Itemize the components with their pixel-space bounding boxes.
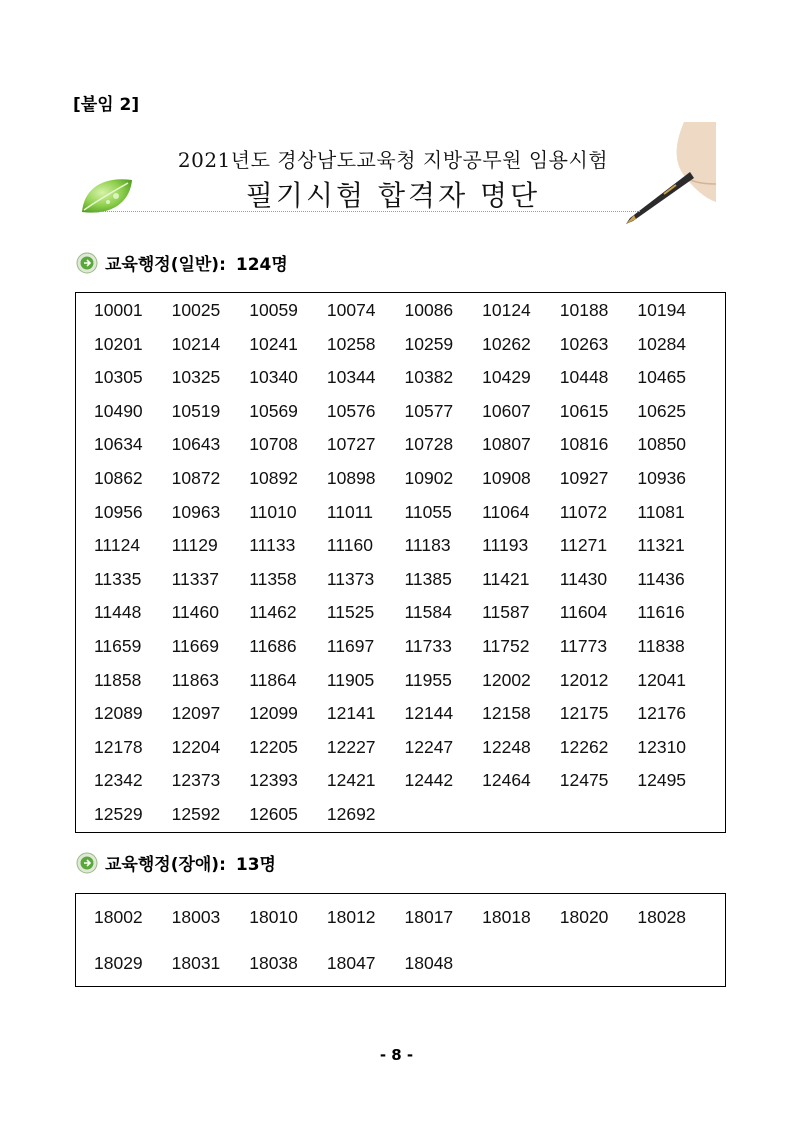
candidate-number: 10850 bbox=[637, 434, 687, 455]
candidate-number: 18003 bbox=[171, 907, 221, 927]
candidate-number: 12175 bbox=[559, 703, 609, 724]
candidate-number: 11081 bbox=[637, 501, 685, 522]
candidate-number: 11160 bbox=[326, 535, 373, 556]
candidate-number: 10258 bbox=[326, 333, 376, 354]
candidate-number: 10963 bbox=[171, 501, 221, 522]
candidate-number: 12248 bbox=[482, 736, 531, 757]
candidate-number: 18031 bbox=[171, 953, 221, 973]
candidate-number: 11462 bbox=[249, 602, 297, 623]
candidate-number: 10643 bbox=[171, 434, 221, 455]
candidate-number: 10862 bbox=[94, 467, 143, 488]
candidate-number: 10262 bbox=[482, 333, 531, 354]
candidate-number: 10194 bbox=[637, 300, 687, 320]
candidate-number: 11129 bbox=[171, 535, 218, 556]
candidate-number: 11337 bbox=[171, 568, 219, 589]
candidate-number: 10708 bbox=[249, 434, 298, 455]
candidate-number: 10465 bbox=[637, 367, 687, 388]
section-heading-general bbox=[76, 250, 288, 275]
candidate-number: 18038 bbox=[249, 953, 298, 973]
candidate-number: 12592 bbox=[171, 803, 221, 824]
candidate-number: 10607 bbox=[482, 400, 531, 421]
candidate-number: 12605 bbox=[249, 803, 298, 824]
section-heading-disabled bbox=[76, 850, 276, 875]
candidate-number: 10086 bbox=[404, 300, 454, 320]
candidate-number: 11955 bbox=[404, 669, 452, 690]
candidate-number: 11436 bbox=[637, 568, 685, 589]
candidate-number: 12475 bbox=[559, 770, 609, 791]
candidate-number: 11448 bbox=[94, 602, 142, 623]
candidate-number: 11604 bbox=[559, 602, 608, 623]
candidate-number: 10807 bbox=[482, 434, 531, 455]
candidate-number: 12692 bbox=[326, 803, 376, 824]
candidate-number: 12342 bbox=[94, 770, 143, 791]
candidate-number: 10325 bbox=[171, 367, 221, 388]
candidate-number: 11064 bbox=[482, 501, 530, 522]
candidate-number: 18047 bbox=[326, 953, 376, 973]
candidate-number: 11072 bbox=[559, 501, 608, 522]
candidate-number: 11525 bbox=[326, 602, 375, 623]
candidate-number: 12464 bbox=[482, 770, 531, 791]
candidate-number: 11133 bbox=[249, 535, 296, 556]
candidate-number: 11905 bbox=[326, 669, 375, 690]
candidate-number: 10625 bbox=[637, 400, 687, 421]
candidate-number: 12227 bbox=[326, 736, 376, 757]
candidate-number: 12204 bbox=[171, 736, 221, 757]
candidate-number: 10908 bbox=[482, 467, 531, 488]
candidate-number: 10898 bbox=[326, 467, 376, 488]
candidate-number: 10727 bbox=[326, 434, 376, 455]
candidate-number: 12089 bbox=[94, 703, 143, 724]
candidate-number: 12012 bbox=[559, 669, 609, 690]
candidate-number: 11697 bbox=[326, 635, 375, 656]
candidate-number: 10902 bbox=[404, 467, 454, 488]
candidate-number: 18010 bbox=[249, 907, 298, 927]
candidate-number: 12262 bbox=[559, 736, 609, 757]
candidate-list-general bbox=[75, 292, 726, 833]
candidate-number: 11430 bbox=[559, 568, 608, 589]
candidate-number: 10259 bbox=[404, 333, 454, 354]
candidate-number: 12158 bbox=[482, 703, 531, 724]
candidate-number: 10201 bbox=[94, 333, 143, 354]
candidate-number: 12373 bbox=[171, 770, 221, 791]
candidate-number: 12247 bbox=[404, 736, 454, 757]
candidate-number: 11752 bbox=[482, 635, 530, 656]
candidate-number: 12393 bbox=[249, 770, 298, 791]
candidate-number: 10284 bbox=[637, 333, 687, 354]
candidate-number: 11669 bbox=[171, 635, 219, 656]
title-line-1: 2021년도 경상남도교육청 지방공무원 임용시험 bbox=[177, 148, 609, 172]
candidate-number: 11321 bbox=[637, 535, 685, 556]
section-count: 124명 bbox=[235, 255, 288, 275]
section-heading-label: 교육행정(장애): bbox=[105, 855, 226, 875]
candidate-number: 18018 bbox=[482, 907, 531, 927]
candidate-number: 11385 bbox=[404, 568, 452, 589]
candidate-number: 10577 bbox=[404, 400, 454, 421]
candidate-number: 18012 bbox=[326, 907, 376, 927]
dotted-divider bbox=[100, 211, 640, 212]
section-count: 13명 bbox=[235, 855, 276, 875]
candidate-number: 11460 bbox=[171, 602, 219, 623]
candidate-number: 11616 bbox=[637, 602, 685, 623]
candidate-number: 10382 bbox=[404, 367, 454, 388]
candidate-number: 11183 bbox=[404, 535, 451, 556]
candidate-number: 11055 bbox=[404, 501, 452, 522]
candidate-number: 18048 bbox=[404, 953, 454, 973]
candidate-number: 10340 bbox=[249, 367, 298, 388]
candidate-number: 10241 bbox=[249, 333, 298, 354]
candidate-number: 11271 bbox=[559, 535, 608, 556]
candidate-number: 12099 bbox=[249, 703, 298, 724]
candidate-number: 10519 bbox=[171, 400, 221, 421]
candidate-number: 11124 bbox=[94, 535, 141, 556]
candidate-number: 10263 bbox=[559, 333, 609, 354]
candidate-number: 10059 bbox=[249, 300, 298, 320]
bullet-icon bbox=[76, 252, 98, 274]
candidate-number: 10576 bbox=[326, 400, 376, 421]
candidate-number: 11584 bbox=[404, 602, 452, 623]
candidate-number: 11838 bbox=[637, 635, 685, 656]
candidate-number: 12442 bbox=[404, 770, 454, 791]
candidate-number: 10892 bbox=[249, 467, 298, 488]
candidate-number: 10936 bbox=[637, 467, 687, 488]
candidate-number: 12144 bbox=[404, 703, 454, 724]
candidate-number: 11587 bbox=[482, 602, 530, 623]
page-number: - 8 - bbox=[379, 1046, 414, 1064]
candidate-number: 11421 bbox=[482, 568, 530, 589]
candidate-number: 10615 bbox=[559, 400, 609, 421]
section-heading-label: 교육행정(일반): bbox=[105, 255, 226, 275]
candidate-number: 12176 bbox=[637, 703, 687, 724]
candidate-number: 11373 bbox=[326, 568, 375, 589]
candidate-number: 12310 bbox=[637, 736, 687, 757]
candidate-number: 10816 bbox=[559, 434, 609, 455]
candidate-number: 10448 bbox=[559, 367, 609, 388]
candidate-number: 10305 bbox=[94, 367, 143, 388]
candidate-number: 11011 bbox=[326, 501, 373, 522]
candidate-number: 10214 bbox=[171, 333, 221, 354]
candidate-number: 10025 bbox=[171, 300, 221, 320]
candidate-number: 10872 bbox=[171, 467, 221, 488]
candidate-number: 18017 bbox=[404, 907, 454, 927]
candidate-number: 10074 bbox=[326, 300, 376, 320]
candidate-number: 12421 bbox=[326, 770, 376, 791]
candidate-number: 10429 bbox=[482, 367, 531, 388]
candidate-number: 11864 bbox=[249, 669, 297, 690]
candidate-list-disabled bbox=[75, 893, 726, 987]
attachment-label: [붙임 2] bbox=[73, 95, 140, 115]
candidate-number: 10927 bbox=[559, 467, 609, 488]
candidate-number: 18028 bbox=[637, 907, 687, 927]
candidate-number: 10956 bbox=[94, 501, 143, 522]
bullet-icon bbox=[76, 852, 98, 874]
candidate-number: 12205 bbox=[249, 736, 298, 757]
candidate-number: 12002 bbox=[482, 669, 531, 690]
candidate-number: 12041 bbox=[637, 669, 687, 690]
candidate-number: 11773 bbox=[559, 635, 608, 656]
candidate-number: 11686 bbox=[249, 635, 297, 656]
candidate-number: 10490 bbox=[94, 400, 143, 421]
candidate-number: 10001 bbox=[94, 300, 143, 320]
candidate-number: 18002 bbox=[94, 907, 143, 927]
candidate-number: 10728 bbox=[404, 434, 454, 455]
title-line-2: 필기시험 합격자 명단 bbox=[245, 179, 541, 212]
candidate-number: 10569 bbox=[249, 400, 298, 421]
candidate-number: 12097 bbox=[171, 703, 221, 724]
candidate-number: 12529 bbox=[94, 803, 143, 824]
candidate-number: 12495 bbox=[637, 770, 687, 791]
candidate-number: 11358 bbox=[249, 568, 297, 589]
candidate-number: 10634 bbox=[94, 434, 143, 455]
candidate-number: 18029 bbox=[94, 953, 143, 973]
title-banner bbox=[70, 122, 716, 230]
candidate-number: 11010 bbox=[249, 501, 297, 522]
candidate-number: 10124 bbox=[482, 300, 531, 320]
candidate-number: 11335 bbox=[94, 568, 142, 589]
candidate-number: 12141 bbox=[326, 703, 376, 724]
candidate-number: 11733 bbox=[404, 635, 452, 656]
candidate-number: 11659 bbox=[94, 635, 142, 656]
candidate-number: 10344 bbox=[326, 367, 376, 388]
candidate-number: 11858 bbox=[94, 669, 142, 690]
candidate-number: 11863 bbox=[171, 669, 219, 690]
candidate-number: 11193 bbox=[482, 535, 529, 556]
candidate-number: 18020 bbox=[559, 907, 609, 927]
candidate-number: 10188 bbox=[559, 300, 609, 320]
candidate-number: 12178 bbox=[94, 736, 143, 757]
